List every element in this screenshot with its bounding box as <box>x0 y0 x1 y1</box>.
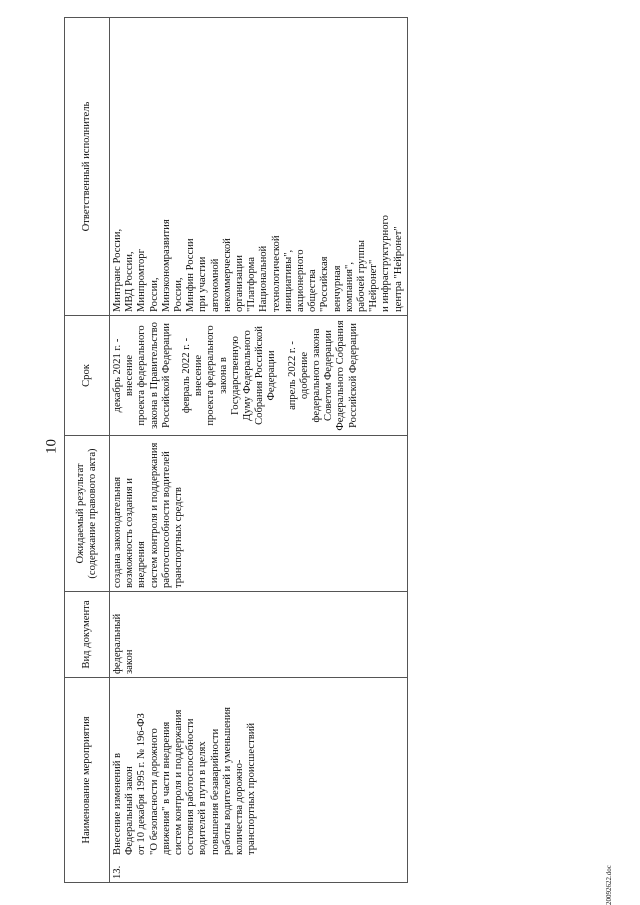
responsible-line: рабочей группы <box>356 239 368 312</box>
measure-line: от 10 декабря 1995 г. № 196-ФЗ <box>136 713 148 855</box>
result-line: систем контроля и поддержания <box>148 442 160 588</box>
table-row <box>110 18 408 883</box>
responsible-line: России, <box>173 277 185 312</box>
header-doc-type: Вид документа <box>65 592 110 678</box>
header-expected-result: Ожидаемый результат (содержание правового акта) <box>65 436 110 592</box>
header-deadline: Срок <box>65 316 110 436</box>
row-number: 13. <box>112 865 123 879</box>
result-line: работоспособности водителей <box>160 451 172 588</box>
measure-line: "О безопасности дорожного <box>148 728 160 855</box>
page-number: 10 <box>43 439 60 454</box>
header-responsible: Ответственный исполнитель <box>65 18 110 316</box>
measure-line: водителей в пути в целях <box>197 741 209 855</box>
responsible-line: центра "Нейронет" <box>392 226 404 312</box>
responsible-line: организации <box>234 255 246 312</box>
responsible-line: России, <box>148 277 160 312</box>
expected-result-cell <box>110 436 408 592</box>
responsible-line: Минпромторг <box>136 249 148 312</box>
measure-line: количества дорожно- <box>234 759 246 855</box>
deadline-item: декабрь 2021 г. - внесение проекта федерального закона в Правительство Российской Федерации <box>112 322 172 429</box>
doc-type-cell <box>110 592 408 678</box>
responsible-line: инициативы", <box>282 249 294 312</box>
responsible-line: автономной <box>209 258 221 312</box>
table-header-row <box>65 18 110 883</box>
result-line: создана законодательная <box>112 476 123 588</box>
responsible-line: "Платформа <box>246 257 258 312</box>
responsible-line: и инфраструктурного <box>380 215 392 312</box>
measure-line: повышения безаварийности <box>209 728 221 855</box>
measure-cell <box>110 678 408 883</box>
responsible-cell <box>110 18 408 316</box>
responsible-line: Национальной <box>258 245 270 312</box>
deadline-cell <box>110 316 408 436</box>
responsible-line: акционерного <box>295 249 307 312</box>
responsible-line: некоммерческой <box>221 238 233 312</box>
responsible-line: "Российская <box>319 256 331 312</box>
deadline-item: февраль 2022 г. - внесение проекта федерального закона в Государственную Думу Федерального Собрания Российской Федерации <box>181 325 278 426</box>
responsible-line: общества <box>307 269 319 312</box>
responsible-line: "Нейронет" <box>368 259 380 312</box>
rotated-page <box>64 18 614 883</box>
deadline-item: апрель 2022 г. - одобрение федерального закона Советом Федерации Федерального Собрания Российской Федерации <box>286 320 359 431</box>
responsible-line: при участии <box>197 256 209 312</box>
responsible-line: технологической <box>270 235 282 312</box>
responsible-line: Минфин России <box>185 238 197 312</box>
responsible-line: МВД России, <box>124 251 136 312</box>
measure-line: состояния работоспособности <box>185 718 197 855</box>
measure-line: систем контроля и поддержания <box>173 709 185 855</box>
responsible-line: компания", <box>343 262 355 312</box>
responsible-line: Минэкономразвития <box>160 219 172 312</box>
measure-line: Федеральный закон <box>124 766 136 855</box>
measure-line: Внесение изменений в <box>112 752 123 855</box>
header-measure: Наименование мероприятия <box>65 678 110 883</box>
doc-type-text: федеральный закон <box>112 613 136 674</box>
measure-line: транспортных происшествий <box>246 722 258 855</box>
measures-table <box>64 17 408 883</box>
measure-line: работы водителей и уменьшения <box>221 706 233 855</box>
document-footer-id: 20092622.doc <box>605 865 613 905</box>
responsible-line: венчурная <box>331 265 343 312</box>
result-line: транспортных средств <box>173 487 185 588</box>
result-line: возможность создания и внедрения <box>124 478 148 588</box>
measure-line: движения" в части внедрения <box>160 721 172 855</box>
responsible-line: Минтранс России, <box>112 228 123 312</box>
